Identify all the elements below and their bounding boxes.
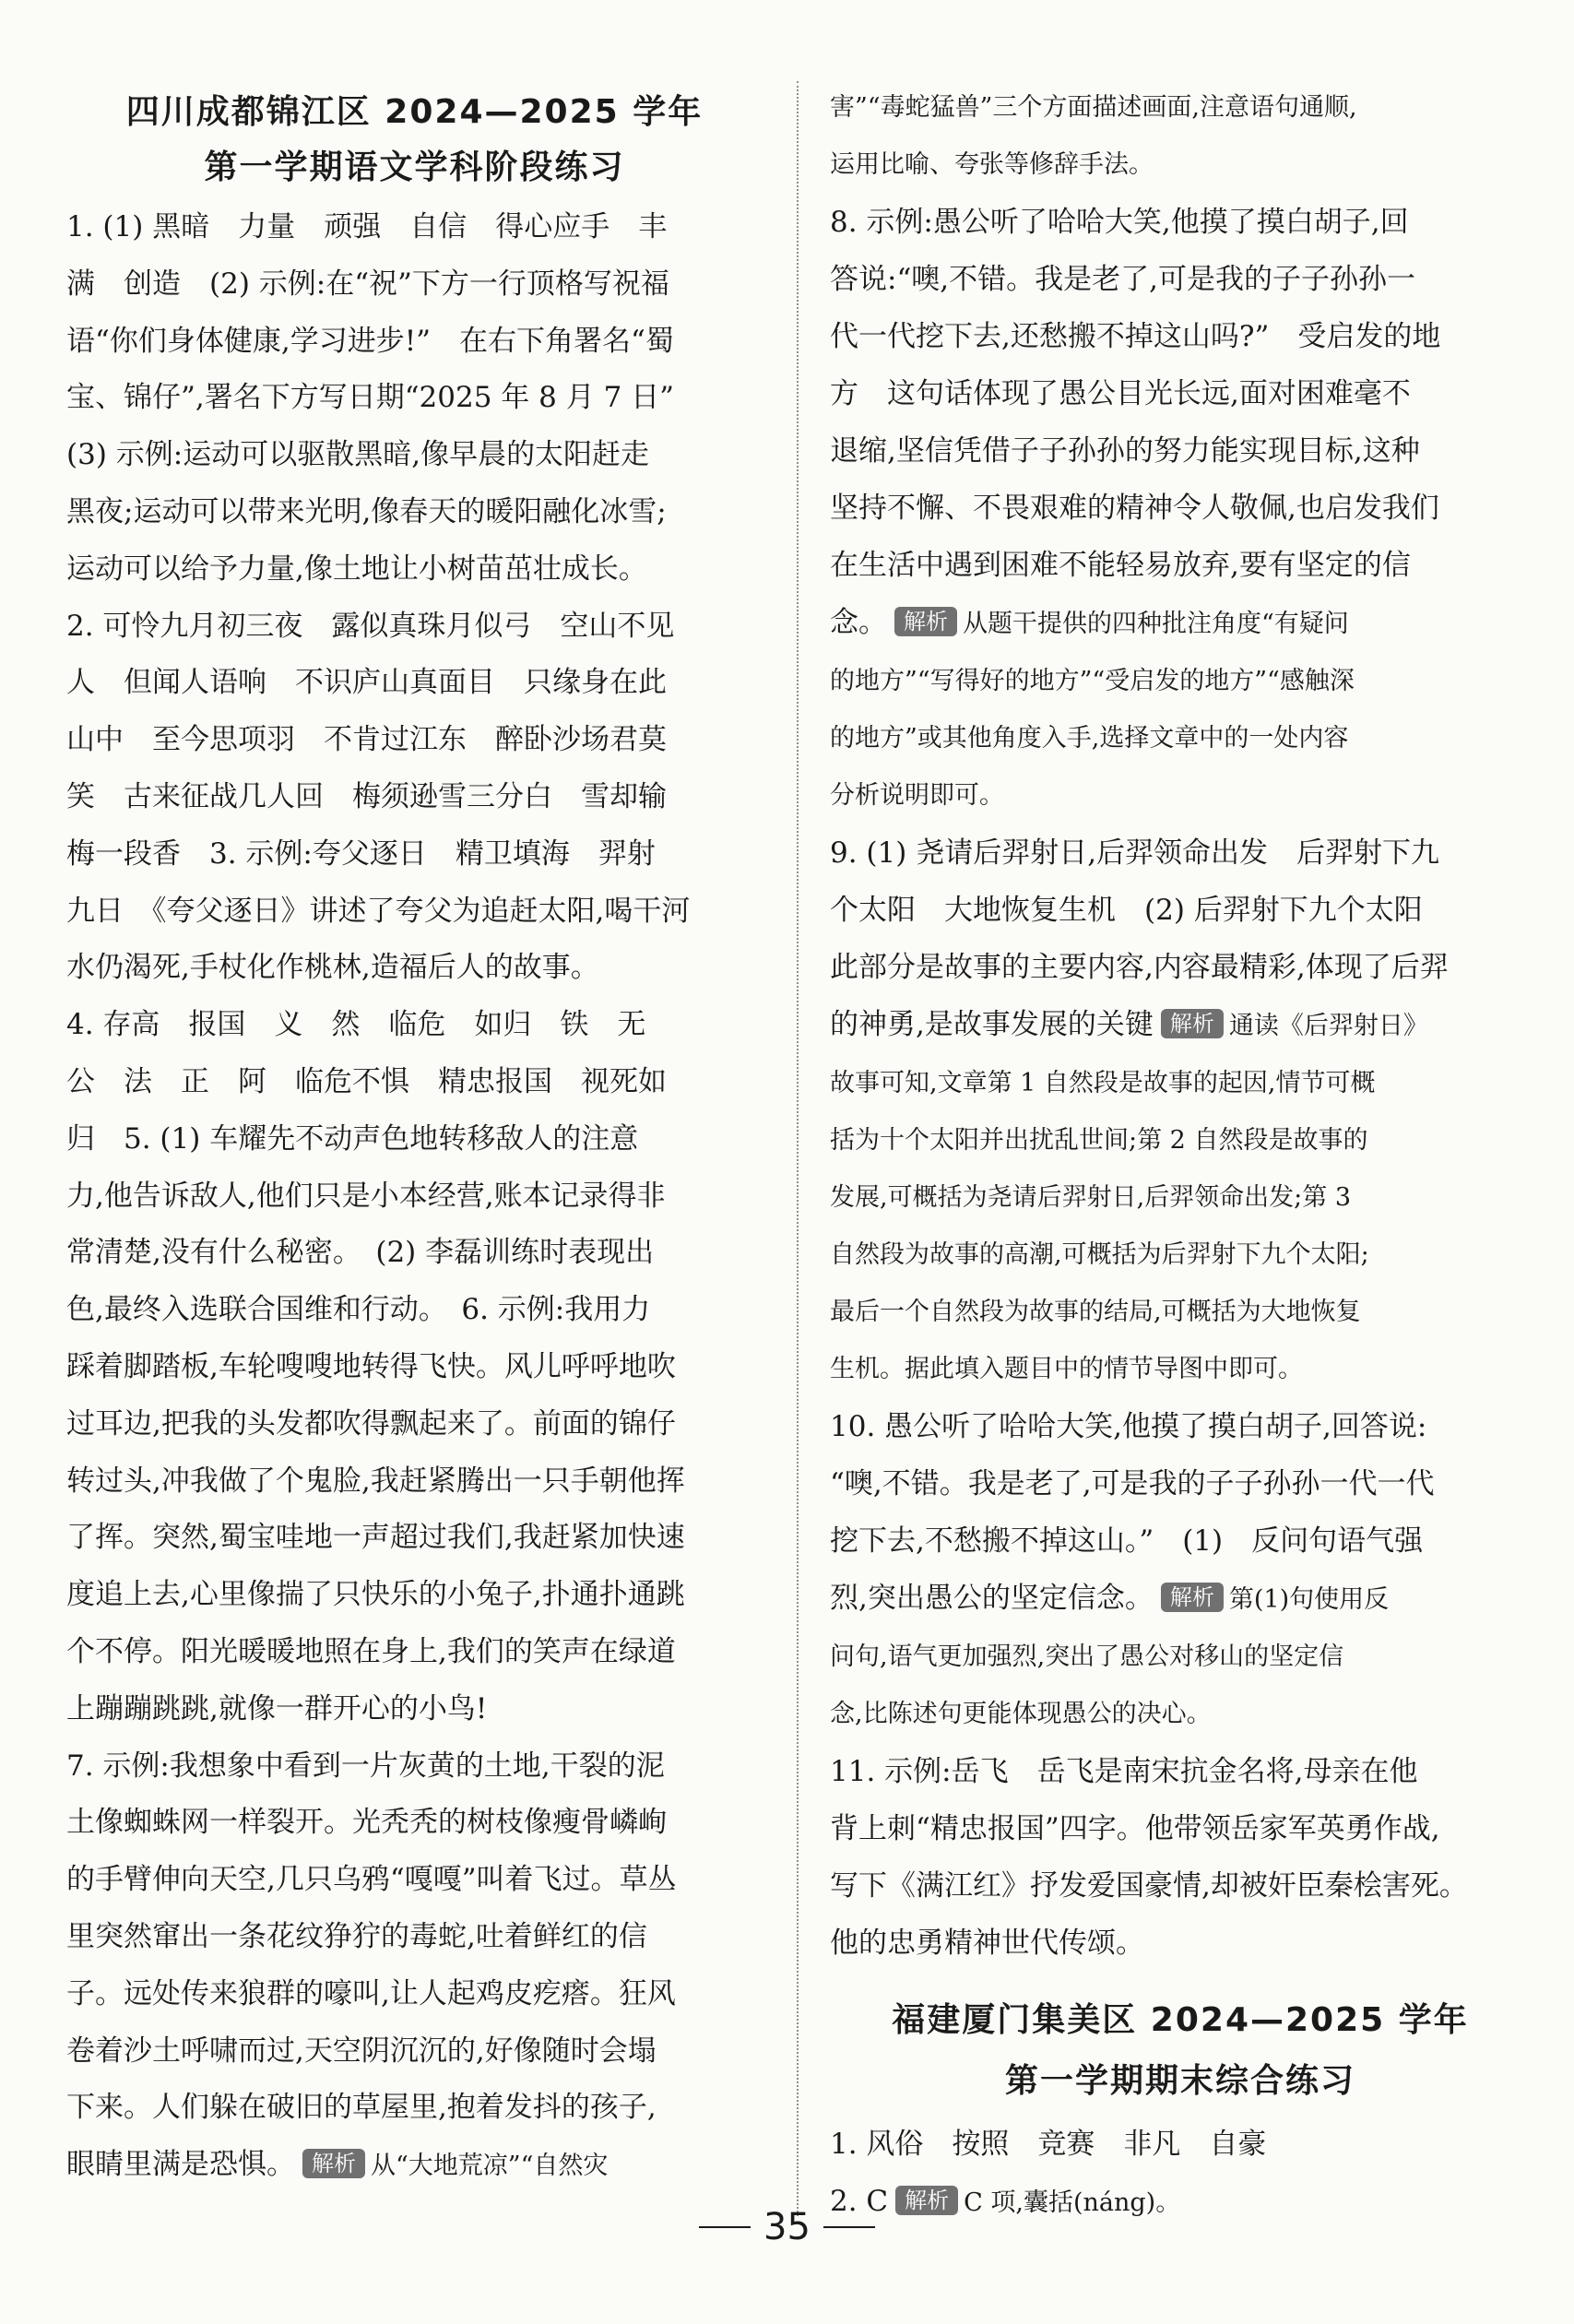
q11-line: 11. 示例:岳飞 岳飞是南宋抗金名将,母亲在他 xyxy=(830,1755,1418,1788)
answer-line: 踩着脚踏板,车轮嗖嗖地转得飞快。风儿呼呼地吹 xyxy=(66,1349,676,1383)
answer-line: 满 创造 (2) 示例:在“祝”下方一行顶格写祝福 xyxy=(66,267,669,301)
answer-line: 公 法 正 阿 临危不惧 精忠报国 视死如 xyxy=(66,1064,667,1098)
q9-line xyxy=(830,996,1531,1055)
answer-line: 九日 《夸父逐日》讲述了夸父为追赶太阳,喝干河 xyxy=(66,894,691,928)
q11-line: 写下《满江红》抒发爱国豪情,却被奸臣秦桧害死。 xyxy=(830,1869,1468,1903)
answer-line: 方 这句话体现了愚公目光长远,面对困难毫不 xyxy=(830,377,1411,410)
q10-line: 挖下去,不愁搬不掉这山。” (1) 反问句语气强 xyxy=(830,1524,1424,1558)
section2-q1: 1. 风俗 按照 竞赛 非凡 自豪 xyxy=(830,2128,1267,2161)
analysis-badge: 解析 xyxy=(1161,1009,1224,1038)
answer-line: 宝、锦仔”,署名下方写日期“2025 年 8 月 7 日” xyxy=(66,381,675,415)
q8-analysis-line: 从题干提供的四种批注角度“有疑问 xyxy=(963,610,1349,638)
q9-analysis-line: 生机。据此填入题目中的情节导图中即可。 xyxy=(830,1355,1303,1383)
q10-analysis-line: 问句,语气更加强烈,突出了愚公对移山的坚定信 xyxy=(830,1642,1344,1671)
answer-line-text: 眼睛里满是恐惧。 xyxy=(66,2148,295,2182)
section2-title-line2: 第一学期期末综合练习 xyxy=(1004,2062,1355,2100)
left-column xyxy=(66,0,763,2195)
section2-title-line1: 福建厦门集美区 2024—2025 学年 xyxy=(892,2001,1469,2039)
page-number-footer xyxy=(0,2206,1574,2248)
q10-line-text: 烈,突出愚公的坚定信念。 xyxy=(830,1582,1154,1615)
answer-line: 子。远处传来狼群的嚎叫,让人起鸡皮疙瘩。狂风 xyxy=(66,1976,676,2010)
answer-line: 害”“毒蛇猛兽”三个方面描述画面,注意语句通顺, xyxy=(830,93,1357,122)
answer-line: 个不停。阳光暖暖地照在身上,我们的笑声在绿道 xyxy=(66,1634,676,1668)
section1-answers xyxy=(66,199,763,2195)
q9-analysis-line: 最后一个自然段为故事的结局,可概括为大地恢复 xyxy=(830,1298,1361,1326)
right-column xyxy=(830,0,1531,2232)
q8-analysis-line: 分析说明即可。 xyxy=(830,781,1004,810)
answer-line: 2. 可怜九月初三夜 露似真珠月似弓 空山不见 xyxy=(66,609,675,643)
answer-line: 的手臂伸向天空,几只乌鸦“嘎嘎”叫着飞过。草丛 xyxy=(66,1863,677,1897)
q2-analysis: C 项,囊括(náng)。 xyxy=(964,2188,1181,2217)
answer-line xyxy=(66,2137,763,2195)
footer-dash-right xyxy=(823,2226,875,2228)
answer-line: 答说:“噢,不错。我是老了,可是我的子子孙孙一 xyxy=(830,263,1415,296)
answer-line: 笑 古来征战几人回 梅须逊雪三分白 雪却输 xyxy=(66,779,667,813)
analysis-badge: 解析 xyxy=(895,2186,958,2215)
answer-line: 退缩,坚信凭借子子孙孙的努力能实现目标,这种 xyxy=(830,434,1420,468)
answer-line: 黑夜;运动可以带来光明,像春天的暖阳融化冰雪; xyxy=(66,494,667,528)
q10-analysis-line: 念,比陈述句更能体现愚公的决心。 xyxy=(830,1700,1212,1728)
answer-line: 卷着沙土呼啸而过,天空阴沉沉的,好像随时会塌 xyxy=(66,2034,657,2068)
section1-answers-continued xyxy=(830,79,1531,1972)
q10-analysis-line: 第(1)句使用反 xyxy=(1228,1585,1390,1614)
answer-line: 色,最终入选联合国维和行动。 6. 示例:我用力 xyxy=(66,1293,651,1327)
q9-line: 个太阳 大地恢复生机 (2) 后羿射下九个太阳 xyxy=(830,894,1423,927)
answer-line: 过耳边,把我的头发都吹得飘起来了。前面的锦仔 xyxy=(66,1406,676,1441)
q10-line xyxy=(830,1570,1531,1629)
q8-analysis-line: 的地方”“写得好的地方”“受启发的地方”“感触深 xyxy=(830,667,1355,695)
answer-line: 人 但闻人语响 不识庐山真面目 只缘身在此 xyxy=(66,666,667,700)
answer-line: 山中 至今思项羽 不肯过江东 醉卧沙场君莫 xyxy=(66,723,667,757)
answer-line: (3) 示例:运动可以驱散黑暗,像早晨的太阳赶走 xyxy=(66,438,650,472)
answer-line: 上蹦蹦跳跳,就像一群开心的小鸟! xyxy=(66,1691,488,1725)
answer-line: 常清楚,没有什么秘密。 (2) 李磊训练时表现出 xyxy=(66,1236,655,1270)
answer-line-text: 念。 xyxy=(830,606,887,639)
q2-answer: 2. C xyxy=(830,2185,889,2218)
q10-line: 10. 愚公听了哈哈大笑,他摸了摸白胡子,回答说: xyxy=(830,1410,1427,1443)
answer-line: 归 5. (1) 车耀先不动声色地转移敌人的注意 xyxy=(66,1121,639,1156)
answer-line: 水仍渴死,手杖化作桃林,造福后人的故事。 xyxy=(66,951,599,985)
answer-line: 语“你们身体健康,学习进步!” 在右下角署名“蜀 xyxy=(66,324,674,358)
q7-analysis-start: 从“大地荒凉”“自然灾 xyxy=(371,2152,609,2181)
analysis-badge: 解析 xyxy=(302,2149,365,2178)
q9-analysis-line: 括为十个太阳并出扰乱世间;第 2 自然段是故事的 xyxy=(830,1126,1368,1155)
q10-line: “噢,不错。我是老了,可是我的子子孙孙一代一代 xyxy=(830,1467,1435,1500)
answer-line: 土像蜘蛛网一样裂开。光秃秃的树枝像瘦骨嶙峋 xyxy=(66,1806,667,1840)
answer-line: 8. 示例:愚公听了哈哈大笑,他摸了摸白胡子,回 xyxy=(830,206,1409,239)
answer-line: 7. 示例:我想象中看到一片灰黄的土地,干裂的泥 xyxy=(66,1749,665,1783)
answer-line: 度追上去,心里像揣了只快乐的小兔子,扑通扑通跳 xyxy=(66,1578,685,1612)
footer-dash-left xyxy=(699,2226,751,2228)
column-divider xyxy=(797,81,799,2216)
answer-line: 里突然窜出一条花纹狰狞的毒蛇,吐着鲜红的信 xyxy=(66,1919,647,1953)
analysis-badge: 解析 xyxy=(894,607,957,636)
answer-line: 力,他告诉敌人,他们只是小本经营,账本记录得非 xyxy=(66,1179,666,1213)
answer-line: 梅一段香 3. 示例:夸父逐日 精卫填海 羿射 xyxy=(66,836,656,871)
answer-line: 在生活中遇到困难不能轻易放弃,要有坚定的信 xyxy=(830,549,1411,582)
answer-line: 4. 存高 报国 义 然 临危 如归 铁 无 xyxy=(66,1008,646,1042)
q9-analysis-line: 故事可知,文章第 1 自然段是故事的起因,情节可概 xyxy=(830,1069,1376,1097)
answer-line: 了挥。突然,蜀宝哇地一声超过我们,我赶紧加快速 xyxy=(66,1521,685,1555)
q9-line: 此部分是故事的主要内容,内容最精彩,体现了后羿 xyxy=(830,951,1449,984)
q11-line: 背上刺“精忠报国”四字。他带领岳家军英勇作战, xyxy=(830,1812,1440,1845)
q9-analysis-line: 自然段为故事的高潮,可概括为后羿射下九个太阳; xyxy=(830,1240,1369,1269)
answer-line: 转过头,冲我做了个鬼脸,我赶紧腾出一只手朝他挥 xyxy=(66,1464,685,1498)
page-number: 35 xyxy=(763,2206,811,2248)
answer-line: 运动可以给予力量,像土地让小树苗茁壮成长。 xyxy=(66,551,647,586)
q9-analysis-line: 发展,可概括为尧请后羿射日,后羿领命出发;第 3 xyxy=(830,1183,1352,1212)
answer-line: 运用比喻、夸张等修辞手法。 xyxy=(830,150,1154,179)
q8-analysis-line: 的地方”或其他角度入手,选择文章中的一处内容 xyxy=(830,724,1349,753)
answer-line: 代一代挖下去,还愁搬不掉这山吗?” 受启发的地 xyxy=(830,320,1441,353)
q9-line-text: 的神勇,是故事发展的关键 xyxy=(830,1008,1154,1041)
q11-line: 他的忠勇精神世代传颂。 xyxy=(830,1927,1144,1960)
answer-line xyxy=(830,594,1531,653)
answer-line: 坚持不懈、不畏艰难的精神令人敬佩,也启发我们 xyxy=(830,492,1439,525)
section1-title-line1: 四川成都锦江区 2024—2025 学年 xyxy=(125,93,704,131)
answer-line: 下来。人们躲在破旧的草屋里,抱着发抖的孩子, xyxy=(66,2091,657,2125)
section1-title-line2: 第一学期语文学科阶段练习 xyxy=(204,148,625,186)
q9-line: 9. (1) 尧请后羿射日,后羿领命出发 后羿射下九 xyxy=(830,836,1440,870)
answer-line: 1. (1) 黑暗 力量 顽强 自信 得心应手 丰 xyxy=(66,210,668,243)
q9-analysis-line: 通读《后羿射日》 xyxy=(1228,1012,1428,1040)
analysis-badge: 解析 xyxy=(1161,1583,1224,1612)
